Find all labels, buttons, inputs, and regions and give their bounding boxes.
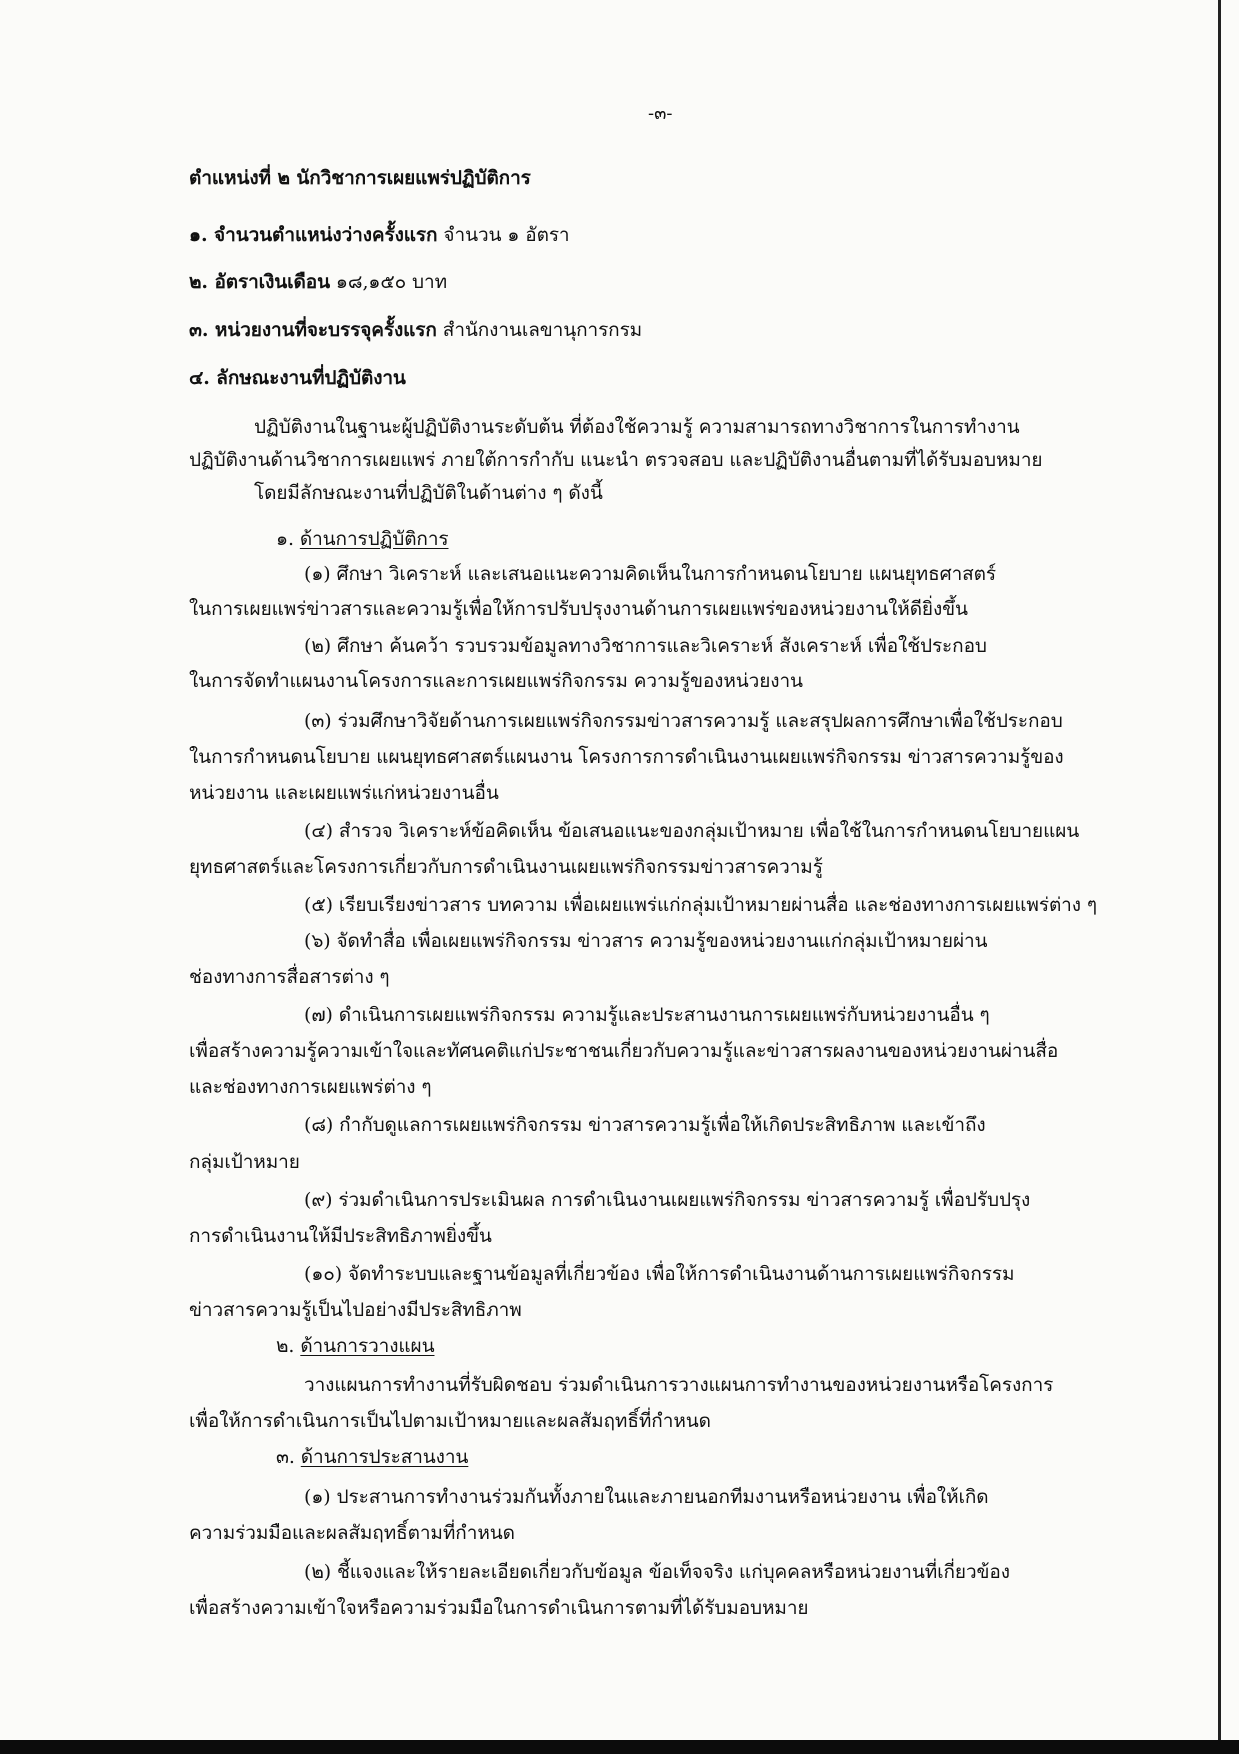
section-number: ๑. [276, 528, 300, 550]
paragraph-line: เพื่อให้การดำเนินการเป็นไปตามเป้าหมายและผลสัมฤทธิ์ที่กำหนด [189, 1410, 711, 1432]
paragraph-line: กลุ่มเป้าหมาย [189, 1151, 300, 1173]
position-title: ตำแหน่งที่ ๒ นักวิชาการเผยแพร่ปฏิบัติการ [189, 167, 531, 189]
paragraph-line: (๑) ประสานการทำงานร่วมกันทั้งภายในและภายนอกทีมงานหรือหน่วยงาน เพื่อให้เกิด [304, 1486, 989, 1508]
scan-bottom-border [0, 1740, 1239, 1754]
paragraph-line: (๒) ศึกษา ค้นคว้า รวบรวมข้อมูลทางวิชาการและวิเคราะห์ สังเคราะห์ เพื่อใช้ประกอบ [304, 635, 987, 657]
paragraph-line: (๖) จัดทำสื่อ เพื่อเผยแพร่กิจกรรม ข่าวสาร ความรู้ของหน่วยงานแก่กลุ่มเป้าหมายผ่าน [304, 930, 988, 952]
paragraph-line: (๓) ร่วมศึกษาวิจัยด้านการเผยแพร่กิจกรรมข่าวสารความรู้ และสรุปผลการศึกษาเพื่อใช้ประกอบ [304, 710, 1063, 732]
intro-line: ปฏิบัติงานในฐานะผู้ปฏิบัติงานระดับต้น ที่ต้องใช้ความรู้ ความสามารถทางวิชาการในการทำงาน [254, 416, 1020, 438]
item-value: สำนักงานเลขานุการกรม [436, 319, 643, 341]
item-label: ๓. หน่วยงานที่จะบรรจุครั้งแรก [189, 319, 437, 341]
section-number: ๒. [276, 1335, 301, 1357]
paragraph-line: ในการกำหนดนโยบาย แผนยุทธศาสตร์แผนงาน โครงการการดำเนินงานเผยแพร่กิจกรรม ข่าวสารความรู้ของ [189, 746, 1064, 768]
page-number: -๓- [648, 103, 673, 124]
item-vacancies [189, 221, 570, 249]
paragraph-line: ยุทธศาสตร์และโครงการเกี่ยวกับการดำเนินงานเผยแพร่กิจกรรมข่าวสารความรู้ [189, 856, 823, 878]
section-1-heading [276, 525, 449, 553]
paragraph-line: เพื่อสร้างความเข้าใจหรือความร่วมมือในการดำเนินการตามที่ได้รับมอบหมาย [189, 1597, 809, 1619]
paragraph-line: (๙) ร่วมดำเนินการประเมินผล การดำเนินงานเผยแพร่กิจกรรม ข่าวสารความรู้ เพื่อปรับปรุง [304, 1189, 1031, 1211]
paragraph-line: (๕) เรียบเรียงข่าวสาร บทความ เพื่อเผยแพร่แก่กลุ่มเป้าหมายผ่านสื่อ และช่องทางการเผยแพร่ต่าง ๆ [304, 894, 1097, 916]
paragraph-line: หน่วยงาน และเผยแพร่แก่หน่วยงานอื่น [189, 782, 499, 804]
paragraph-line: (๒) ชี้แจงและให้รายละเอียดเกี่ยวกับข้อมูล ข้อเท็จจริง แก่บุคคลหรือหน่วยงานที่เกี่ยวข้อง [304, 1561, 1010, 1583]
item-agency [189, 316, 642, 344]
intro-line: โดยมีลักษณะงานที่ปฏิบัติในด้านต่าง ๆ ดังนี้ [254, 482, 603, 504]
paragraph-line: (๑๐) จัดทำระบบและฐานข้อมูลที่เกี่ยวข้อง เพื่อให้การดำเนินงานด้านการเผยแพร่กิจกรรม [304, 1263, 1015, 1285]
item-value: จำนวน ๑ อัตรา [437, 224, 570, 246]
paragraph-line: การดำเนินงานให้มีประสิทธิภาพยิ่งขึ้น [189, 1225, 492, 1247]
paragraph-line: ในการจัดทำแผนงานโครงการและการเผยแพร่กิจกรรม ความรู้ของหน่วยงาน [189, 670, 803, 692]
paragraph-line: (๘) กำกับดูแลการเผยแพร่กิจกรรม ข่าวสารความรู้เพื่อให้เกิดประสิทธิภาพ และเข้าถึง [304, 1114, 986, 1136]
paragraph-line: ข่าวสารความรู้เป็นไปอย่างมีประสิทธิภาพ [189, 1299, 522, 1321]
scan-edge-right [1218, 0, 1221, 1740]
section-number: ๓. [276, 1446, 301, 1468]
paragraph-line: ในการเผยแพร่ข่าวสารและความรู้เพื่อให้การปรับปรุงงานด้านการเผยแพร่ของหน่วยงานให้ดียิ่งขึ้น [189, 598, 968, 620]
paragraph-line: และช่องทางการเผยแพร่ต่าง ๆ [189, 1076, 432, 1098]
section-title: ด้านการวางแผน [300, 1335, 435, 1357]
intro-line: ปฏิบัติงานด้านวิชาการเผยแพร่ ภายใต้การกำกับ แนะนำ ตรวจสอบ และปฏิบัติงานอื่นตามที่ได้รับมอบหมาย [189, 449, 1043, 471]
paragraph-line: เพื่อสร้างความรู้ความเข้าใจและทัศนคติแก่ประชาชนเกี่ยวกับความรู้และข่าวสารผลงานของหน่วยงานผ่านสื่อ [189, 1040, 1059, 1062]
item-label: ๑. จำนวนตำแหน่งว่างครั้งแรก [189, 224, 438, 246]
paragraph-line: วางแผนการทำงานที่รับผิดชอบ ร่วมดำเนินการวางแผนการทำงานของหน่วยงานหรือโครงการ [304, 1374, 1054, 1396]
paragraph-line: ความร่วมมือและผลสัมฤทธิ์ตามที่กำหนด [189, 1522, 515, 1544]
item-job-description [189, 364, 406, 392]
section-title: ด้านการประสานงาน [300, 1446, 469, 1468]
paragraph-line: (๗) ดำเนินการเผยแพร่กิจกรรม ความรู้และประสานงานการเผยแพร่กับหน่วยงานอื่น ๆ [304, 1004, 990, 1026]
item-value: ๑๘,๑๕๐ บาท [329, 271, 448, 293]
paragraph-line: (๔) สำรวจ วิเคราะห์ข้อคิดเห็น ข้อเสนอแนะของกลุ่มเป้าหมาย เพื่อใช้ในการกำหนดนโยบายแผน [304, 820, 1080, 842]
item-salary [189, 268, 447, 296]
item-label: ๔. ลักษณะงานที่ปฏิบัติงาน [189, 367, 406, 389]
section-3-heading [276, 1443, 468, 1471]
paragraph-line: ช่องทางการสื่อสารต่าง ๆ [189, 966, 390, 988]
section-title: ด้านการปฏิบัติการ [299, 528, 449, 550]
item-label: ๒. อัตราเงินเดือน [189, 271, 330, 293]
section-2-heading [276, 1332, 434, 1360]
paragraph-line: (๑) ศึกษา วิเคราะห์ และเสนอแนะความคิดเห็นในการกำหนดนโยบาย แผนยุทธศาสตร์ [304, 563, 996, 585]
